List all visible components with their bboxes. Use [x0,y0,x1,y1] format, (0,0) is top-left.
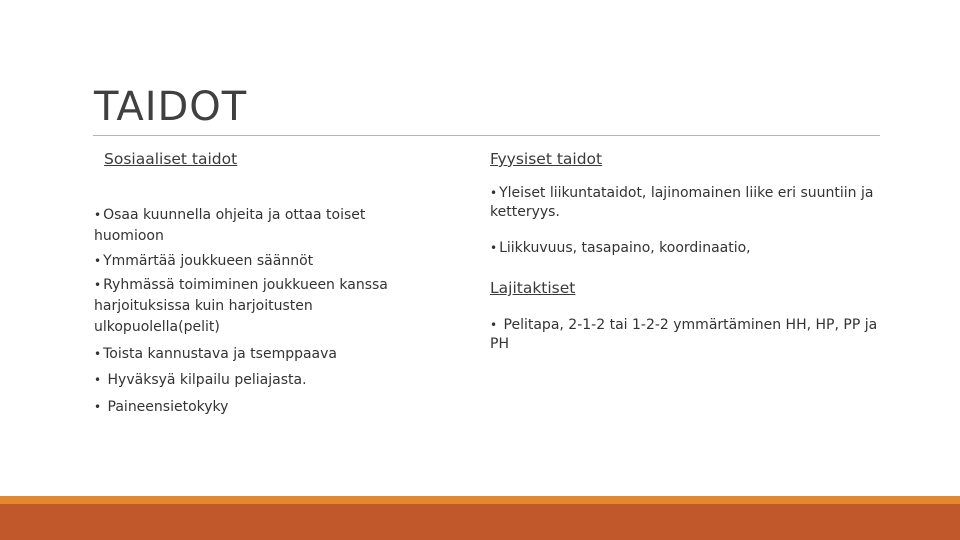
slide-title: TAIDOT [94,84,248,130]
list-item: • Paineensietokyky [94,399,229,415]
list-item: • Hyväksyä kilpailu peliajasta. [94,372,307,388]
list-item: • Ryhmässä toimiminen joukkueen kanssa harjoituksissa kuin harjoitusten ulkopuolella(pelit) [94,277,388,335]
footer-accent-stripe [0,496,960,504]
title-divider [93,135,880,136]
bullet-icon: • [94,373,102,387]
bullet-icon: • [94,208,102,222]
bullet-icon: • [94,278,102,292]
bullet-icon: • [94,400,102,414]
right-column [490,147,890,354]
tactical-skills-heading: Lajitaktiset [490,279,576,297]
bullet-icon: • [94,254,102,268]
bullet-icon: • [490,186,498,200]
list-item: • Pelitapa, 2-1-2 tai 1-2-2 ymmärtäminen HH, HP, PP ja PH [490,316,878,352]
list-item: • Osaa kuunnella ohjeita ja ottaa toiset huomioon [94,207,366,244]
list-item: • Liikkuvuus, tasapaino, koordinaatio, [490,240,751,256]
bullet-icon: • [490,317,498,332]
list-item: • Ymmärtää joukkueen säännöt [94,253,314,269]
list-item: • Yleiset liikuntataidot, lajinomainen liike eri suuntiin ja ketteryys. [490,185,874,220]
social-skills-list [94,205,424,417]
list-item: • Toista kannustava ja tsemppaava [94,346,338,362]
social-skills-heading: Sosiaaliset taidot [104,150,238,168]
bullet-icon: • [94,347,102,361]
left-column [94,147,424,417]
bullet-icon: • [490,241,498,255]
tactical-skills-list [490,316,890,354]
physical-skills-heading: Fyysiset taidot [490,150,603,168]
physical-skills-list [490,184,890,258]
